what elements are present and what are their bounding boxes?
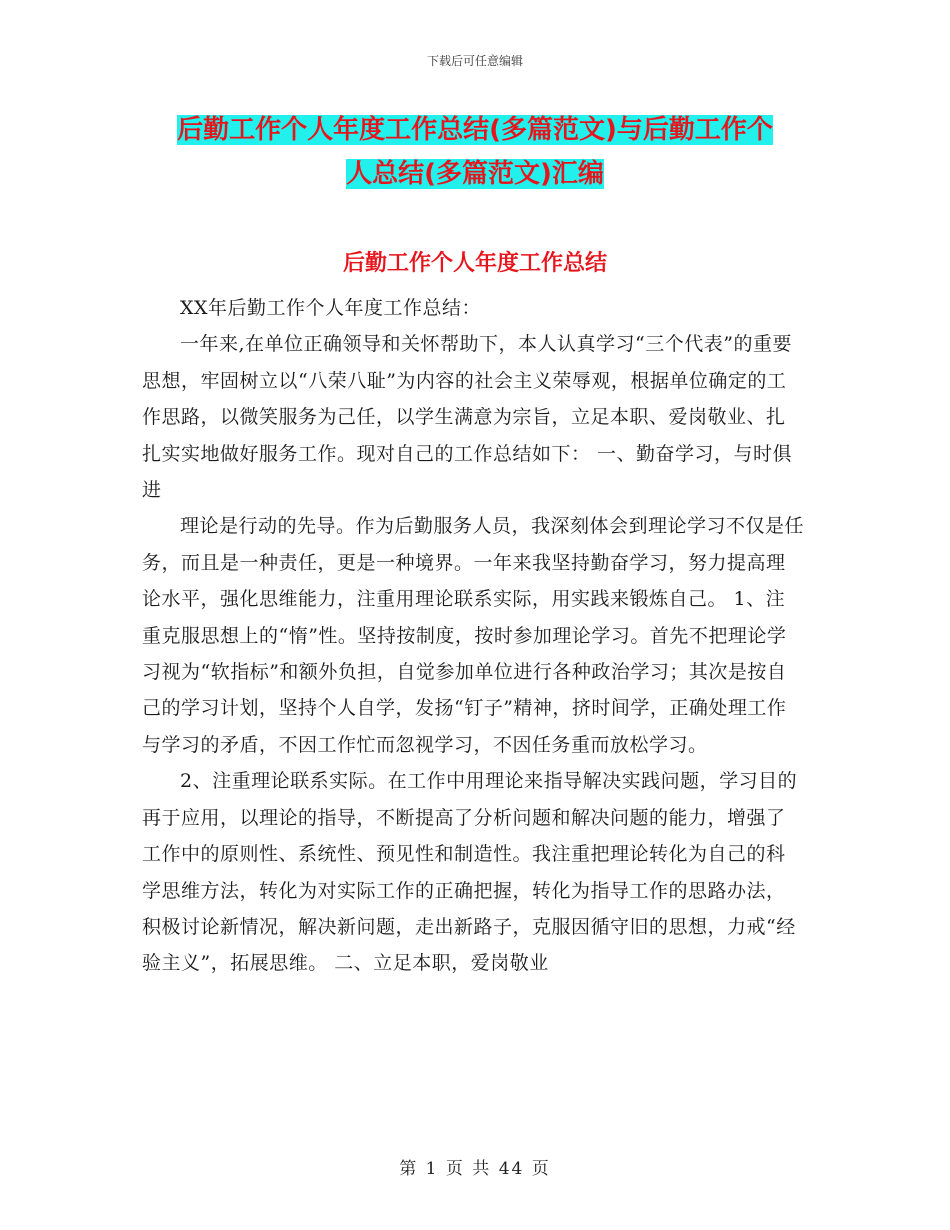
paragraph: 理论是行动的先导。作为后勤服务人员，我深刻体会到理论学习不仅是任务，而且是一种责任，更是一种境界。一年来我坚持勤奋学习，努力提高理论水平，强化思维能力，注重用理论联系实际，用实践来锻炼自己。 1、注重克服思想上的“惰”性。坚持按制度，按时参加理论学习。首先不把理论学习视为“软指标”和额外负担，自觉参加单位进行各种政治学习；其次是按自己的学习计划，坚持个人自学，发扬“钉子”精神，挤时间学，正确处理工作与学习的矛盾，不因工作忙而忽视学习，不因任务重而放松学习。 [142, 515, 805, 756]
section-title: 后勤工作个人年度工作总结 [342, 251, 607, 276]
paragraph: 一年来,在单位正确领导和关怀帮助下，本人认真学习“三个代表”的重要思想，牢固树立以“八荣八耻”为内容的社会主义荣辱观，根据单位确定的工作思路，以微笑服务为己任，以学生满意为宗旨，立足本职、爱岗敬业、扎扎实实地做好服务工作。现对自己的工作总结如下： 一、勤奋学习，与时俱进 [142, 333, 793, 502]
body-text [142, 290, 804, 982]
document-title-line-2: 人总结(多篇范文)汇编 [346, 159, 604, 189]
paragraph: XX年后勤工作个人年度工作总结： [180, 297, 482, 319]
paragraph: 2、注重理论联系实际。在工作中用理论来指导解决实践问题，学习目的再于应用，以理论的指导，不断提高了分析问题和解决问题的能力，增强了工作中的原则性、系统性、预见性和制造性。我注重把理论转化为自己的科学思维方法，转化为对实际工作的正确把握，转化为指导工作的思路办法，积极讨论新情况，解决新问题，走出新路子，克服因循守旧的思想，力戒“经验主义”，拓展思维。 二、立足本职，爱岗敬业 [142, 770, 798, 975]
document-title [150, 108, 800, 196]
header-note: 下载后可任意编辑 [426, 54, 523, 68]
document-title-line-1: 后勤工作个人年度工作总结(多篇范文)与后勤工作个 [177, 115, 773, 145]
page-number: 第 1 页 共 44 页 [399, 1159, 551, 1179]
